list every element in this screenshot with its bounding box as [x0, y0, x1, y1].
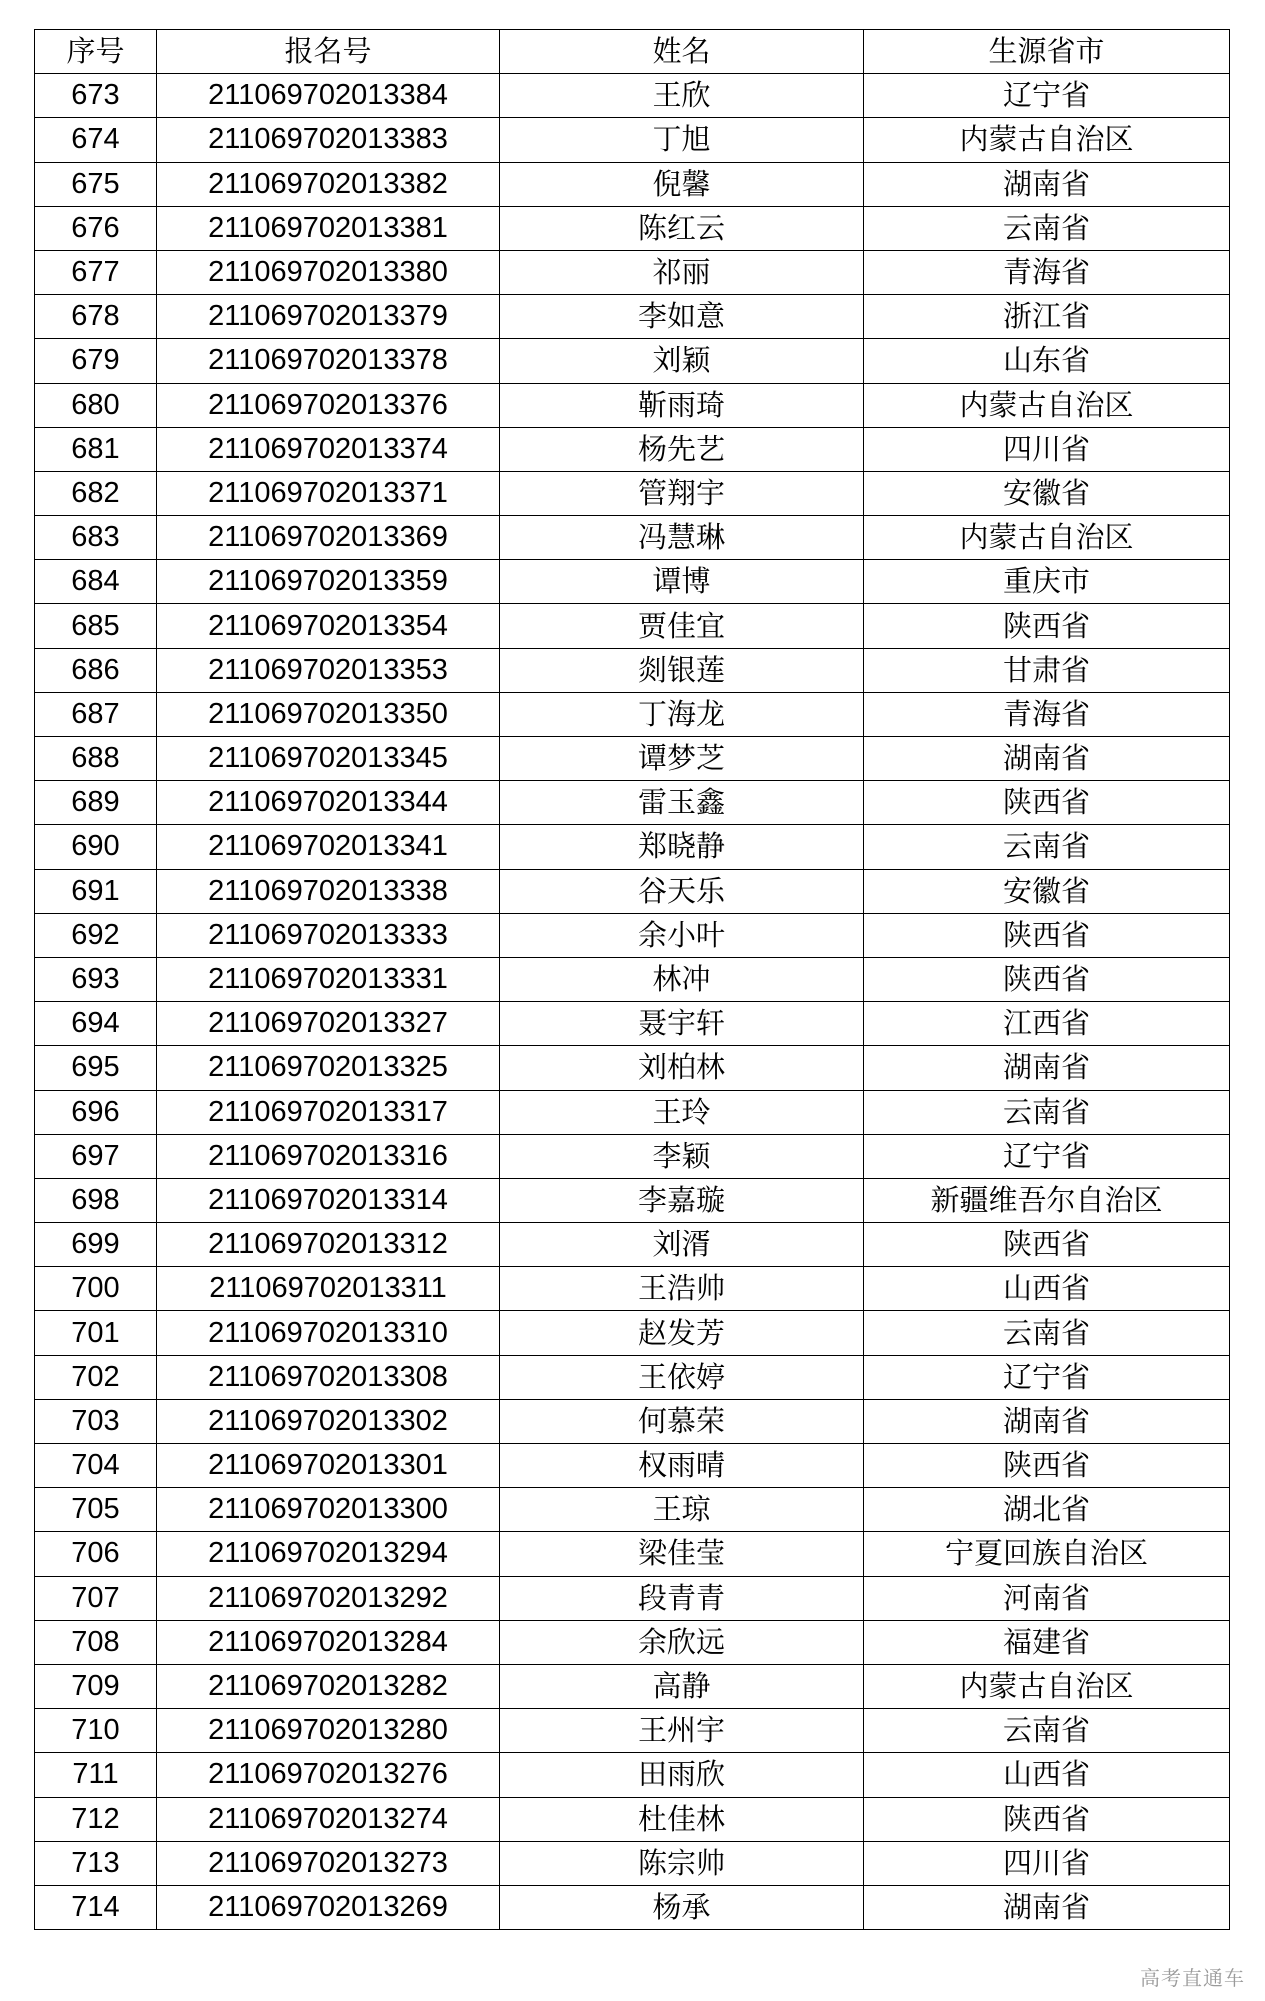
origin-province-cell: 重庆市	[864, 560, 1230, 604]
header-origin-province: 生源省市	[864, 30, 1230, 74]
registration-number-cell: 211069702013308	[157, 1355, 500, 1399]
registration-number-cell: 211069702013302	[157, 1399, 500, 1443]
origin-province-cell: 内蒙古自治区	[864, 118, 1230, 162]
origin-province-cell: 甘肃省	[864, 648, 1230, 692]
origin-province-cell: 辽宁省	[864, 1355, 1230, 1399]
table-row	[35, 1178, 1230, 1222]
registration-number-cell: 211069702013350	[157, 692, 500, 736]
registration-number-cell: 211069702013353	[157, 648, 500, 692]
table-row	[35, 737, 1230, 781]
registration-number-cell: 211069702013369	[157, 516, 500, 560]
registration-number-cell: 211069702013316	[157, 1134, 500, 1178]
table-row	[35, 692, 1230, 736]
table-row	[35, 648, 1230, 692]
name-cell: 丁海龙	[500, 692, 864, 736]
name-cell: 赵发芳	[500, 1311, 864, 1355]
origin-province-cell: 陕西省	[864, 1797, 1230, 1841]
name-cell: 梁佳莹	[500, 1532, 864, 1576]
origin-province-cell: 内蒙古自治区	[864, 516, 1230, 560]
serial-number-cell: 700	[35, 1267, 157, 1311]
serial-number-cell: 706	[35, 1532, 157, 1576]
registration-number-cell: 211069702013376	[157, 383, 500, 427]
origin-province-cell: 浙江省	[864, 295, 1230, 339]
origin-province-cell: 湖南省	[864, 1046, 1230, 1090]
table-row	[35, 1532, 1230, 1576]
name-cell: 高静	[500, 1664, 864, 1708]
name-cell: 刘湑	[500, 1223, 864, 1267]
registration-number-cell: 211069702013382	[157, 162, 500, 206]
table-row	[35, 1355, 1230, 1399]
origin-province-cell: 云南省	[864, 825, 1230, 869]
table-row	[35, 781, 1230, 825]
table-header-row	[35, 30, 1230, 74]
serial-number-cell: 710	[35, 1709, 157, 1753]
serial-number-cell: 699	[35, 1223, 157, 1267]
origin-province-cell: 陕西省	[864, 604, 1230, 648]
serial-number-cell: 680	[35, 383, 157, 427]
name-cell: 段青青	[500, 1576, 864, 1620]
registration-number-cell: 211069702013384	[157, 74, 500, 118]
name-cell: 权雨晴	[500, 1444, 864, 1488]
registration-number-cell: 211069702013359	[157, 560, 500, 604]
table-row	[35, 162, 1230, 206]
table-row	[35, 118, 1230, 162]
serial-number-cell: 673	[35, 74, 157, 118]
registration-number-cell: 211069702013294	[157, 1532, 500, 1576]
origin-province-cell: 辽宁省	[864, 74, 1230, 118]
registration-number-cell: 211069702013344	[157, 781, 500, 825]
origin-province-cell: 福建省	[864, 1620, 1230, 1664]
name-cell: 余欣远	[500, 1620, 864, 1664]
table-row	[35, 250, 1230, 294]
origin-province-cell: 安徽省	[864, 471, 1230, 515]
origin-province-cell: 湖南省	[864, 1399, 1230, 1443]
table-row	[35, 1311, 1230, 1355]
origin-province-cell: 湖南省	[864, 1885, 1230, 1929]
origin-province-cell: 陕西省	[864, 781, 1230, 825]
name-cell: 剡银莲	[500, 648, 864, 692]
registration-number-cell: 211069702013345	[157, 737, 500, 781]
table-row	[35, 1444, 1230, 1488]
registration-number-cell: 211069702013338	[157, 869, 500, 913]
table-row	[35, 957, 1230, 1001]
registration-number-cell: 211069702013292	[157, 1576, 500, 1620]
name-cell: 刘柏林	[500, 1046, 864, 1090]
serial-number-cell: 676	[35, 206, 157, 250]
origin-province-cell: 山东省	[864, 339, 1230, 383]
serial-number-cell: 683	[35, 516, 157, 560]
serial-number-cell: 703	[35, 1399, 157, 1443]
origin-province-cell: 陕西省	[864, 913, 1230, 957]
serial-number-cell: 684	[35, 560, 157, 604]
serial-number-cell: 689	[35, 781, 157, 825]
serial-number-cell: 690	[35, 825, 157, 869]
name-cell: 王琼	[500, 1488, 864, 1532]
serial-number-cell: 696	[35, 1090, 157, 1134]
registration-number-cell: 211069702013276	[157, 1753, 500, 1797]
table-row	[35, 74, 1230, 118]
serial-number-cell: 701	[35, 1311, 157, 1355]
serial-number-cell: 691	[35, 869, 157, 913]
registration-number-cell: 211069702013284	[157, 1620, 500, 1664]
serial-number-cell: 705	[35, 1488, 157, 1532]
origin-province-cell: 辽宁省	[864, 1134, 1230, 1178]
origin-province-cell: 内蒙古自治区	[864, 1664, 1230, 1708]
name-cell: 李如意	[500, 295, 864, 339]
serial-number-cell: 702	[35, 1355, 157, 1399]
table-row	[35, 869, 1230, 913]
serial-number-cell: 681	[35, 427, 157, 471]
name-cell: 李嘉璇	[500, 1178, 864, 1222]
name-cell: 管翔宇	[500, 471, 864, 515]
registration-number-cell: 211069702013383	[157, 118, 500, 162]
registration-number-cell: 211069702013374	[157, 427, 500, 471]
name-cell: 谭梦芝	[500, 737, 864, 781]
serial-number-cell: 713	[35, 1841, 157, 1885]
table-row	[35, 1046, 1230, 1090]
registration-number-cell: 211069702013282	[157, 1664, 500, 1708]
table-row	[35, 516, 1230, 560]
table-row	[35, 383, 1230, 427]
origin-province-cell: 湖南省	[864, 737, 1230, 781]
registration-number-cell: 211069702013269	[157, 1885, 500, 1929]
registration-number-cell: 211069702013274	[157, 1797, 500, 1841]
registration-number-cell: 211069702013314	[157, 1178, 500, 1222]
serial-number-cell: 675	[35, 162, 157, 206]
table-row	[35, 206, 1230, 250]
registration-number-cell: 211069702013354	[157, 604, 500, 648]
registration-number-cell: 211069702013301	[157, 1444, 500, 1488]
name-cell: 王浩帅	[500, 1267, 864, 1311]
name-cell: 陈红云	[500, 206, 864, 250]
registration-number-cell: 211069702013331	[157, 957, 500, 1001]
table-row	[35, 295, 1230, 339]
table-body	[35, 74, 1230, 1930]
serial-number-cell: 688	[35, 737, 157, 781]
name-cell: 王欣	[500, 74, 864, 118]
table-row	[35, 913, 1230, 957]
origin-province-cell: 陕西省	[864, 1444, 1230, 1488]
origin-province-cell: 江西省	[864, 1002, 1230, 1046]
serial-number-cell: 708	[35, 1620, 157, 1664]
table-row	[35, 1709, 1230, 1753]
roster-sheet	[34, 29, 1230, 1930]
table-row	[35, 604, 1230, 648]
header-serial-number: 序号	[35, 30, 157, 74]
table-row	[35, 1090, 1230, 1134]
registration-number-cell: 211069702013327	[157, 1002, 500, 1046]
registration-number-cell: 211069702013341	[157, 825, 500, 869]
table-row	[35, 1841, 1230, 1885]
name-cell: 谷天乐	[500, 869, 864, 913]
table-row	[35, 427, 1230, 471]
name-cell: 王玲	[500, 1090, 864, 1134]
serial-number-cell: 677	[35, 250, 157, 294]
origin-province-cell: 青海省	[864, 692, 1230, 736]
registration-number-cell: 211069702013379	[157, 295, 500, 339]
name-cell: 倪馨	[500, 162, 864, 206]
origin-province-cell: 山西省	[864, 1267, 1230, 1311]
origin-province-cell: 云南省	[864, 206, 1230, 250]
name-cell: 杨先艺	[500, 427, 864, 471]
name-cell: 王依婷	[500, 1355, 864, 1399]
serial-number-cell: 686	[35, 648, 157, 692]
name-cell: 杨承	[500, 1885, 864, 1929]
name-cell: 郑晓静	[500, 825, 864, 869]
origin-province-cell: 安徽省	[864, 869, 1230, 913]
serial-number-cell: 685	[35, 604, 157, 648]
serial-number-cell: 692	[35, 913, 157, 957]
registration-number-cell: 211069702013378	[157, 339, 500, 383]
origin-province-cell: 四川省	[864, 427, 1230, 471]
table-row	[35, 1002, 1230, 1046]
name-cell: 陈宗帅	[500, 1841, 864, 1885]
serial-number-cell: 711	[35, 1753, 157, 1797]
registration-number-cell: 211069702013381	[157, 206, 500, 250]
origin-province-cell: 河南省	[864, 1576, 1230, 1620]
name-cell: 何慕荣	[500, 1399, 864, 1443]
serial-number-cell: 698	[35, 1178, 157, 1222]
origin-province-cell: 内蒙古自治区	[864, 383, 1230, 427]
serial-number-cell: 687	[35, 692, 157, 736]
table-row	[35, 1797, 1230, 1841]
serial-number-cell: 695	[35, 1046, 157, 1090]
table-row	[35, 471, 1230, 515]
name-cell: 贾佳宜	[500, 604, 864, 648]
table-row	[35, 1753, 1230, 1797]
serial-number-cell: 707	[35, 1576, 157, 1620]
origin-province-cell: 陕西省	[864, 957, 1230, 1001]
name-cell: 雷玉鑫	[500, 781, 864, 825]
name-cell: 林冲	[500, 957, 864, 1001]
table-row	[35, 1267, 1230, 1311]
serial-number-cell: 712	[35, 1797, 157, 1841]
table-row	[35, 1576, 1230, 1620]
name-cell: 冯慧琳	[500, 516, 864, 560]
origin-province-cell: 新疆维吾尔自治区	[864, 1178, 1230, 1222]
origin-province-cell: 青海省	[864, 250, 1230, 294]
serial-number-cell: 709	[35, 1664, 157, 1708]
name-cell: 刘颖	[500, 339, 864, 383]
serial-number-cell: 693	[35, 957, 157, 1001]
origin-province-cell: 湖北省	[864, 1488, 1230, 1532]
table-row	[35, 1885, 1230, 1929]
registration-number-cell: 211069702013333	[157, 913, 500, 957]
registration-number-cell: 211069702013380	[157, 250, 500, 294]
admission-roster-table	[34, 29, 1230, 1930]
registration-number-cell: 211069702013317	[157, 1090, 500, 1134]
table-row	[35, 1664, 1230, 1708]
name-cell: 杜佳林	[500, 1797, 864, 1841]
table-row	[35, 560, 1230, 604]
origin-province-cell: 山西省	[864, 1753, 1230, 1797]
table-row	[35, 1399, 1230, 1443]
origin-province-cell: 四川省	[864, 1841, 1230, 1885]
watermark-text: 高考直通车	[1140, 1966, 1245, 1990]
name-cell: 丁旭	[500, 118, 864, 162]
serial-number-cell: 682	[35, 471, 157, 515]
serial-number-cell: 714	[35, 1885, 157, 1929]
table-row	[35, 825, 1230, 869]
registration-number-cell: 211069702013300	[157, 1488, 500, 1532]
header-registration-number: 报名号	[157, 30, 500, 74]
table-row	[35, 339, 1230, 383]
table-row	[35, 1223, 1230, 1267]
serial-number-cell: 694	[35, 1002, 157, 1046]
origin-province-cell: 云南省	[864, 1090, 1230, 1134]
serial-number-cell: 704	[35, 1444, 157, 1488]
registration-number-cell: 211069702013273	[157, 1841, 500, 1885]
serial-number-cell: 674	[35, 118, 157, 162]
serial-number-cell: 697	[35, 1134, 157, 1178]
name-cell: 靳雨琦	[500, 383, 864, 427]
name-cell: 祁丽	[500, 250, 864, 294]
header-name: 姓名	[500, 30, 864, 74]
table-row	[35, 1488, 1230, 1532]
registration-number-cell: 211069702013311	[157, 1267, 500, 1311]
origin-province-cell: 云南省	[864, 1311, 1230, 1355]
registration-number-cell: 211069702013325	[157, 1046, 500, 1090]
name-cell: 谭博	[500, 560, 864, 604]
origin-province-cell: 云南省	[864, 1709, 1230, 1753]
name-cell: 聂宇轩	[500, 1002, 864, 1046]
registration-number-cell: 211069702013310	[157, 1311, 500, 1355]
origin-province-cell: 陕西省	[864, 1223, 1230, 1267]
name-cell: 李颖	[500, 1134, 864, 1178]
table-row	[35, 1620, 1230, 1664]
name-cell: 王州宇	[500, 1709, 864, 1753]
name-cell: 余小叶	[500, 913, 864, 957]
name-cell: 田雨欣	[500, 1753, 864, 1797]
serial-number-cell: 678	[35, 295, 157, 339]
origin-province-cell: 湖南省	[864, 162, 1230, 206]
serial-number-cell: 679	[35, 339, 157, 383]
registration-number-cell: 211069702013371	[157, 471, 500, 515]
registration-number-cell: 211069702013280	[157, 1709, 500, 1753]
origin-province-cell: 宁夏回族自治区	[864, 1532, 1230, 1576]
table-row	[35, 1134, 1230, 1178]
registration-number-cell: 211069702013312	[157, 1223, 500, 1267]
